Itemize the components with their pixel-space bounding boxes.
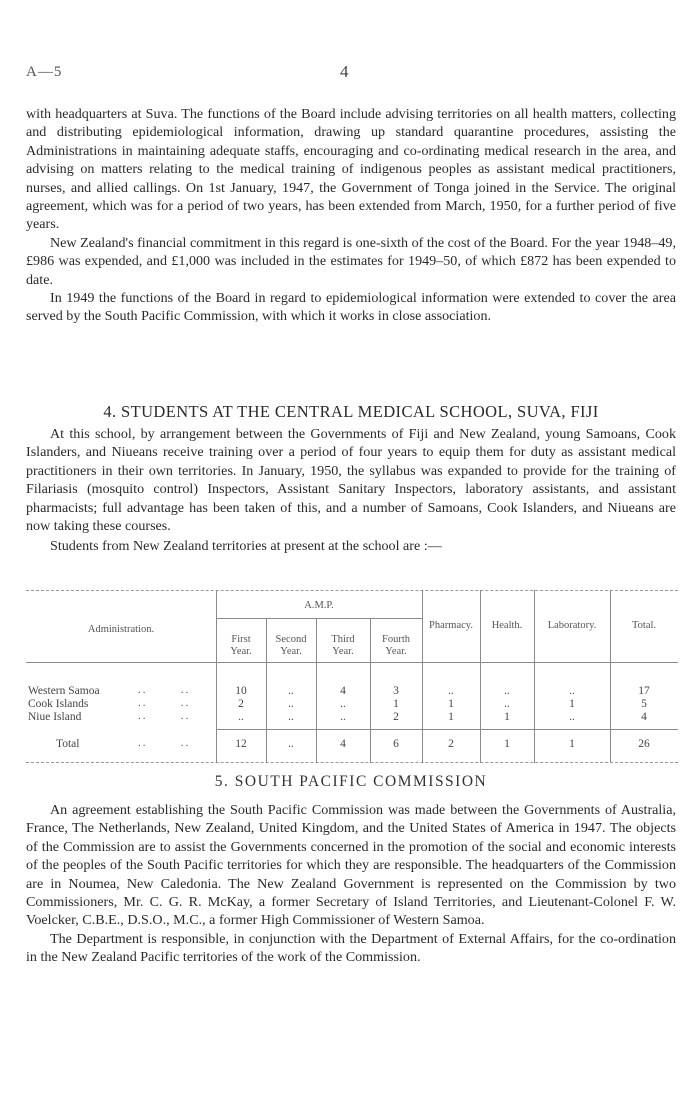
row-label: Niue Island bbox=[28, 711, 82, 723]
row-label: Western Samoa bbox=[28, 685, 100, 697]
table-cell: 2 bbox=[238, 698, 244, 710]
table-cell: 2 bbox=[393, 711, 399, 723]
table-cell: .. bbox=[340, 698, 346, 710]
document-reference: A—5 bbox=[26, 64, 63, 80]
table-cell: 5 bbox=[641, 698, 647, 710]
section-5-body bbox=[26, 801, 676, 967]
total-cell: 4 bbox=[340, 738, 346, 750]
header-laboratory: Laboratory. bbox=[547, 620, 597, 631]
table-cell: .. bbox=[238, 711, 244, 723]
paragraph: The Department is responsible, in conjunction with the Department of External Affairs, for the co-ordination in the New Zealand Pacific territories of the work of the Commission. bbox=[26, 930, 676, 966]
paragraph: At this school, by arrangement between the Governments of Fiji and New Zealand, young Samoans, Cook Islanders, and Niueans receive training over a period of four years to equip them for duty as assistant medical practitioners in their own territories. In January, 1950, the syllabus was expanded to provide for the training of Filariasis (mosquito control) Inspectors, Assistant Sanitary Inspectors, laboratory assistants, and assistant pharmacists; full advantage has been taken of this, and a number of Samoans, Cook Islanders, and Niueans are now taking these courses. bbox=[26, 426, 676, 535]
section-4-heading: 4. STUDENTS AT THE CENTRAL MEDICAL SCHOOL, SUVA, FIJI bbox=[103, 402, 599, 421]
table-cell: 3 bbox=[393, 685, 399, 697]
header-administration: Administration. bbox=[87, 624, 155, 635]
header-fourth-year: Fourth Year. bbox=[381, 634, 410, 657]
table-cell: .. bbox=[288, 698, 294, 710]
table-cell: .. bbox=[504, 685, 510, 697]
header-pharmacy: Pharmacy. bbox=[429, 620, 473, 631]
table-cell: 1 bbox=[448, 698, 454, 710]
table-cell: 1 bbox=[448, 711, 454, 723]
leader-dots: .. .. bbox=[138, 737, 191, 749]
header-total: Total. bbox=[631, 620, 657, 631]
total-cell: 1 bbox=[504, 738, 510, 750]
total-cell: 12 bbox=[235, 738, 247, 750]
table-cell: .. bbox=[569, 685, 575, 697]
paragraph: New Zealand's financial commitment in this regard is one-sixth of the cost of the Board. For the year 1948–49, £986 was expended, and £1,000 was included in the estimates for 1949–50, of which £872 has been expended to date. bbox=[26, 234, 676, 288]
header-third-year: Third Year. bbox=[331, 634, 355, 657]
header-bottom-rule bbox=[26, 662, 678, 663]
table-cell: 17 bbox=[638, 685, 650, 697]
header-second-year: Second Year. bbox=[275, 634, 307, 657]
leader-dots: .. .. bbox=[138, 684, 191, 696]
table-cell: 1 bbox=[569, 698, 575, 710]
section-3-body bbox=[26, 105, 676, 326]
page-number: 4 bbox=[340, 62, 349, 81]
row-label: Cook Islands bbox=[28, 698, 89, 710]
total-cell: .. bbox=[288, 738, 294, 750]
table-cell: .. bbox=[569, 711, 575, 723]
table-cell: .. bbox=[448, 685, 454, 697]
table-cell: 1 bbox=[393, 698, 399, 710]
table-cell: 4 bbox=[641, 711, 647, 723]
table-cell: 10 bbox=[235, 685, 247, 697]
paragraph: with headquarters at Suva. The functions of the Board include advising territories on all health matters, collecting and distributing epidemiological information, drawing up standard quarantine procedures, assisting the Administrations in maintaining adequate staffs, encouraging and co-ordinating medical research in the area, and advising on matters relating to the medical training of indigenous peoples as assistant medical practitioners, nurses, and allied callings. On 1st January, 1947, the Government of Tonga joined in the Service. The original agreement, which was for a period of two years, has been extended from March, 1950, for a further period of five years. bbox=[26, 106, 676, 233]
table-cell: 4 bbox=[340, 685, 346, 697]
total-row-label: Total bbox=[56, 738, 80, 750]
table-bottom-rule bbox=[26, 762, 678, 763]
section-4-body bbox=[26, 425, 676, 556]
paragraph: An agreement establishing the South Pacific Commission was made between the Governments of Australia, France, The Netherlands, New Zealand, United Kingdom, and the United States of America in 1947. The objects of the Commission are to assist the Governments concerned in the promotion of the social and economic interests of the peoples of the South Pacific territories for which they are responsible. The headquarters of the Commission are in Noumea, New Caledonia. The New Zealand Government is represented on the Commission by two Commissioners, Mr. C. G. R. McKay, a former Secretary of Island Territories, and Lieutenant-Colonel F. W. Voelcker, C.B.E., D.S.O., M.C., a former High Commissioner of Western Samoa. bbox=[26, 802, 676, 929]
table-top-rule bbox=[26, 590, 678, 591]
table-cell: .. bbox=[288, 685, 294, 697]
table-cell: .. bbox=[504, 698, 510, 710]
total-cell: 6 bbox=[393, 738, 399, 750]
header-health: Health. bbox=[491, 620, 523, 631]
table-cell: .. bbox=[288, 711, 294, 723]
total-cell: 2 bbox=[448, 738, 454, 750]
section-5-heading: 5. SOUTH PACIFIC COMMISSION bbox=[214, 773, 488, 790]
leader-dots: .. .. bbox=[138, 697, 191, 709]
header-amp: A.M.P. bbox=[304, 600, 334, 611]
table-cell: .. bbox=[340, 711, 346, 723]
paragraph: Students from New Zealand territories at present at the school are :— bbox=[50, 538, 442, 555]
total-rule bbox=[216, 729, 678, 730]
header-first-year: First Year. bbox=[230, 634, 252, 657]
total-cell: 1 bbox=[569, 738, 575, 750]
amp-subheader-rule bbox=[216, 618, 422, 619]
paragraph: In 1949 the functions of the Board in regard to epidemiological information were extended to cover the area served by the South Pacific Commission, with which it works in close association. bbox=[26, 290, 676, 325]
total-cell: 26 bbox=[638, 738, 650, 750]
table-cell: 1 bbox=[504, 711, 510, 723]
students-table bbox=[26, 590, 678, 763]
leader-dots: .. .. bbox=[138, 710, 191, 722]
